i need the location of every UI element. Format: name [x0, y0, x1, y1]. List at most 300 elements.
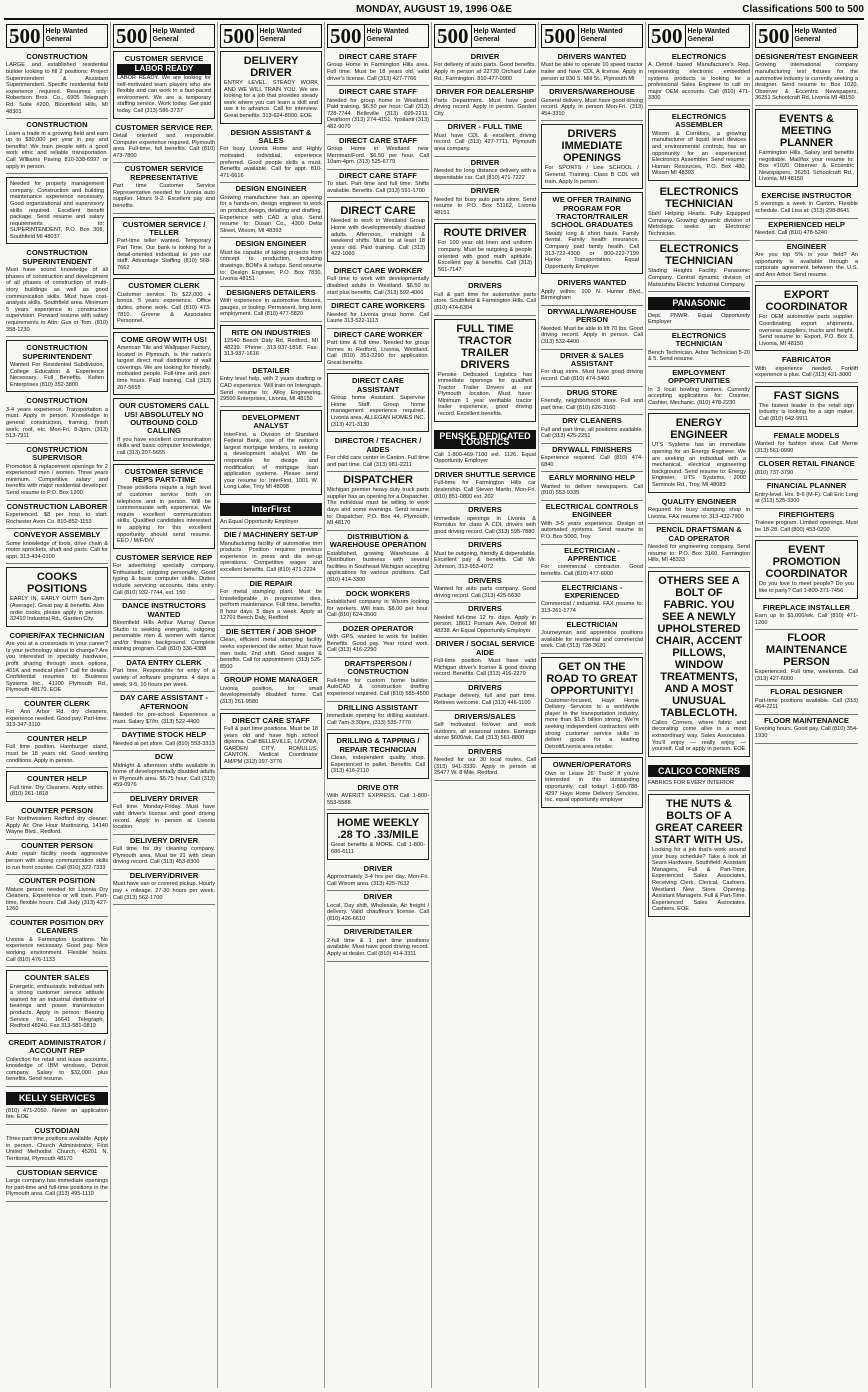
ad-title: DRIVER — [470, 52, 500, 61]
ad-body: Must be able to operate 10 speed tractor trailer and have CDL A license. Apply in person at 930 S. Mill St., Plymouth MI — [541, 62, 643, 82]
ad-title: CUSTODIAN — [34, 1125, 80, 1135]
classified-ad — [327, 863, 429, 892]
classified-ad — [113, 552, 215, 600]
ad-title: CONSTRUCTION SUPERINTENDENT — [22, 343, 92, 361]
classified-ad — [755, 386, 858, 427]
ad-title: CUSTOMER SERVICE REPRESENTATIVE — [124, 164, 204, 182]
ad-body: Apply within: 100 N. Hunter Blvd., Birmingham — [541, 288, 643, 302]
classified-ad — [6, 444, 108, 501]
classified-ad — [434, 425, 536, 469]
ad-title: DEVELOPMENT ANALYST — [242, 412, 300, 431]
classified-ad — [113, 729, 215, 751]
ad-body: (810) 471-2050. Never an application fee. EOE — [6, 1107, 108, 1121]
classified-ad — [434, 603, 536, 638]
classified-ad — [6, 1037, 108, 1087]
ad-title: COUNTER HELP — [27, 734, 87, 744]
classified-ad — [220, 410, 322, 495]
ad-body: Mature person needed for Livonia Dry Cleaners. Experience or will train. Part-time, flexible hours. Call Judy (313) 427-1260 — [6, 886, 108, 913]
ad-body: For child care center in Canton. Full time and part time. Call (313) 981-2211 — [327, 455, 429, 468]
ad-body: EARLY IN, EARLY OUT!! 5am-2pm (Average). Great pay & benefits. Also order cooks, please apply in person. 32410 Industrial Rd., Garden City. — [10, 596, 104, 623]
section-header — [648, 24, 750, 48]
ad-body: Required for busy stamping shop in Livonia. FAX resume to: 313-432-7900 — [648, 507, 750, 520]
classified-ad — [113, 600, 215, 657]
ad-title: DANCE INSTRUCTORS WANTED — [122, 601, 206, 619]
ad-title: COUNTER PERSON — [21, 841, 93, 851]
classified-ad — [327, 588, 429, 623]
classified-ad — [434, 223, 536, 277]
ad-body: Dept. PNWR. Equal Opportunity Employer — [648, 312, 750, 326]
ad-body: Needed full-time 12 hr. days. Apply in person: 18611 Purnam Ave, Detroit MI 48238. An Equal Opportunity Employer — [434, 614, 536, 634]
classified-ad — [434, 539, 536, 574]
classified-ad — [648, 184, 750, 241]
classified-ad — [220, 365, 322, 407]
ad-body: For advertising specialty company. Enthusiastic, outgoing personality. Good typing & basic computer skills. Duties include servicing accounts, data entry. Call (810) 932-7744, ext. 150 — [113, 563, 215, 596]
ad-body: Full-time position. Must have valid Michigan driver's license & good driving record. Benefits. Call (313) 416-2270 — [434, 658, 536, 678]
classified-column — [753, 22, 860, 1388]
ad-body: Detail oriented and responsible. Computer experience required. Plymouth area. Full-time, full benefits. Call (810) 473-7800 — [113, 132, 215, 159]
ad-title: DRIVER — [470, 186, 500, 196]
classified-ad — [6, 805, 108, 840]
ad-title: DRIVERS — [468, 682, 502, 692]
classified-ad — [541, 501, 643, 545]
ad-title: DELIVERY/DRIVER — [129, 870, 199, 880]
classified-ad — [113, 51, 215, 119]
ad-body: Promotion & replacement openings for 2 experienced men / women. Three years minimum. Competitive salary and benefits with major residential developer. Send resume to P.O. Box 1200. — [6, 463, 108, 496]
ad-title: DRAFTSPERSON / CONSTRUCTION — [344, 658, 412, 677]
classified-ad — [541, 124, 643, 189]
ad-title: FLORAL DESIGNER — [770, 687, 843, 697]
classified-ad — [541, 192, 643, 274]
ad-body: Manufacturing facility of automotive trim products. Position requires previous experience in press and die set-up operations. Competitive wages and excellent benefits. Call (810) 471-2224 — [220, 540, 322, 573]
advertiser-logo: PANASONIC — [648, 297, 750, 310]
ad-body: LABOR READY. We are looking for self-motivated team players who are flexible and can work in a fast-paced environment. We are a temporary staffing service. Work today. Get paid today. Call (313) 586-3737 — [117, 75, 211, 114]
classified-ad — [434, 746, 536, 781]
ad-title: DRILLING ASSISTANT — [337, 702, 419, 712]
ad-title: EXPORT COORDINATOR — [765, 289, 848, 314]
ad-title: ELECTRONICS TECHNICIAN — [659, 185, 739, 210]
ad-body: Calico Corners, where fabric and decorating come alive in a most extraordinary way. Sales Associates. You'll enjoy — really enjoy — yourself. Call or apply in person. EOE — [652, 719, 746, 753]
ad-title: CUSTOMER SERVICE REPS PART-TIME — [124, 466, 204, 485]
ad-title: DESIGNER/TEST ENGINEER — [755, 52, 858, 61]
ad-body: Full and part time, all positions available. Call (313) 425-2251 — [541, 426, 643, 440]
classified-ad — [648, 109, 750, 181]
ad-title: FLOOR MAINTENANCE — [764, 716, 849, 725]
classified-ad — [6, 177, 108, 244]
classified-ad — [220, 238, 322, 286]
classified-ad — [113, 398, 215, 460]
ad-title: DIRECTOR / TEACHER / AIDES — [334, 436, 422, 454]
ad-title: DRIVER — [363, 892, 393, 902]
section-number: 500 — [435, 25, 472, 47]
classified-ad — [755, 458, 858, 480]
ad-body: Established, growing Warehouse & Distribution business with several facilities in Southeast Michigan accepting applications for various positions. Call (810) 414-3300 — [327, 550, 429, 583]
classified-column — [432, 22, 539, 1388]
classified-ad — [648, 413, 750, 492]
ad-body: Group Home in Westland near Merriman/Ford. $6.50 per hour. Call 10am-4pm. (313) 525-6779 — [327, 145, 429, 166]
ad-body: Wanted to deliver newspapers. Call (810) 553-9335 — [541, 483, 643, 497]
ad-title: DIRECT CARE WORKER — [333, 265, 423, 275]
advertiser-logo: PENSKE DEDICATED LOGISTICS — [434, 430, 536, 449]
classified-ad — [220, 325, 322, 362]
section-number: 500 — [221, 25, 258, 47]
classified-ad — [755, 354, 858, 383]
classified-ad — [434, 51, 536, 86]
classified-ad — [755, 686, 858, 715]
ad-title: OTHERS SEE A BOLT OF FABRIC. YOU SEE A NEWLY UPHOLSTERED CHAIR, ACCENT PILLOWS, WINDOW TREATMENTS, AND A MOST UNUSUAL TABLECLOTH. — [655, 574, 743, 719]
classified-ad — [648, 367, 750, 411]
ad-title: DRIVERS — [468, 505, 502, 515]
section-header — [220, 24, 322, 48]
ad-body: Clean, independent quality shop. Experienced in pallet. Benefits. Call (313) 416-2110 — [331, 754, 425, 775]
classified-ad — [541, 277, 643, 306]
ad-body: To start. Part time and full time. Shifts available. Benefits. Call (313) 591-1700 — [327, 181, 429, 194]
section-header — [113, 24, 215, 48]
classified-ad — [327, 658, 429, 702]
ad-title: ELECTRICAL CONTROLS ENGINEER — [545, 501, 639, 520]
classified-ad — [327, 472, 429, 531]
classified-ad — [327, 51, 429, 86]
ad-body: Customer service. To $22,000 + bonus. 5 years experience. Office duties, phone work. Call (810) 473-7810. Greene & Associates Personnel. — [117, 291, 211, 325]
ad-title: ELECTRICIAN — [566, 619, 618, 629]
ad-title: DIRECT CARE STAFF — [339, 170, 417, 180]
classified-ad — [327, 265, 429, 300]
ad-title: DATA ENTRY CLERK — [126, 657, 202, 667]
classified-ad — [6, 630, 108, 698]
classified-ad — [327, 926, 429, 961]
classified-ad — [648, 241, 750, 292]
classified-ad — [755, 241, 858, 283]
classified-column — [111, 22, 218, 1388]
ad-body: Needed for Livonia group home. Call Laurie 313-522-1113 — [327, 311, 429, 325]
ad-body: For Northwestern Redford dry cleaner. Apply At: One Hour Martinizing, 14140 Wayne Blvd., Redford. — [6, 816, 108, 836]
ad-title: DRIVERS/WAREHOUSE — [549, 87, 635, 97]
ad-body: 5 evenings a week in Canton. Flexible schedule. Call Lisa at: (313) 298-8641 — [755, 201, 858, 214]
section-number: 500 — [7, 25, 44, 47]
classified-ad — [6, 875, 108, 917]
ad-body: Part-time positions available. Call (313) 464-2211 — [755, 697, 858, 711]
ad-title: DRIVERS WANTED — [557, 278, 627, 288]
ad-title: DIRECT CARE ASSISTANT — [352, 376, 404, 394]
classified-ad — [541, 657, 643, 755]
ad-body: Own or Lease 26' Truck! If you're interested in this outstanding opportunity, call today! 1-800-788-4297 Hays Home Delivery Services, Inc. equal opportunity employer — [545, 770, 639, 804]
classified-ad — [434, 86, 536, 121]
ad-title: DIE / MACHINERY SET-UP — [223, 530, 319, 540]
classified-ad — [6, 771, 108, 802]
ad-body: For commercial contractor. Good benefits. Call (810) 477-6000 — [541, 564, 643, 577]
classified-ad — [6, 119, 108, 174]
ad-title: DELIVERY DRIVER — [243, 55, 299, 79]
ad-title: CLOSER RETAIL FINANCE — [758, 459, 855, 469]
ad-title: EXPERIENCED HELP — [768, 219, 845, 229]
ad-body: For drug store. Must have good driving record. Call (810) 474-3460 — [541, 369, 643, 382]
classified-ad — [113, 464, 215, 549]
classified-ad — [541, 350, 643, 387]
ad-title: COUNTER POSITION — [19, 876, 95, 886]
ad-body: Experienced. Full time, weekends. Call (313) 427-6000 — [755, 669, 858, 682]
ad-title: EMPLOYMENT OPPORTUNITIES — [667, 367, 731, 386]
ad-body: Bloomfield Hills Arthur Murray Dance Studio is seeking energetic, outgoing personable men & women with dance and/or theatre background. Complete training program. Call (810) 336-4388 — [113, 620, 215, 653]
advertiser-logo: KELLY SERVICES — [6, 1092, 108, 1105]
ad-title: DAY CARE ASSISTANT - AFTERNOON — [120, 693, 208, 711]
ad-body: Evening hours. Good pay. Call (810) 354-1930 — [755, 726, 858, 739]
classified-ad — [541, 444, 643, 473]
ad-title: DRIVERS WANTED — [557, 52, 627, 61]
ad-body: Growing manufacturer has an opening for a hands-on, design engineer to work on product design, detailing and drafting. Experience with CAD a plus. Send resume to: Dusan Co., 4300 Delta Street, Wixom, MI 48393 — [220, 194, 322, 234]
classified-ad — [434, 185, 536, 220]
columns-container — [4, 22, 864, 1388]
ad-title: DRUG STORE — [566, 387, 618, 397]
ad-body: Immediate opening for drilling assistant. Call 7am-3:30pm, (313) 535-7770 — [327, 712, 429, 726]
ad-title: COUNTER HELP — [27, 774, 87, 784]
classified-ad — [6, 733, 108, 768]
ad-body: Self motivated for/over and work outdoors, all seasonal routes. Earnings above $600/wk. Call (313) 561-8800 — [434, 721, 536, 742]
section-label: Help Wanted General — [687, 28, 730, 43]
ad-title: FULL TIME TRACTOR TRAILER DRIVERS — [456, 322, 514, 371]
classified-ad — [327, 170, 429, 199]
ad-title: EXERCISE INSTRUCTOR — [761, 190, 852, 200]
ad-title: DRIVERS — [468, 540, 502, 550]
classified-ad — [755, 51, 858, 106]
classified-ad — [113, 751, 215, 793]
classified-ad — [6, 247, 108, 337]
ad-title: OUR CUSTOMERS CALL US! ABSOLUTELY NO OUTBOUND COLD CALLING — [119, 401, 209, 436]
ad-title: COUNTER PERSON — [21, 805, 93, 815]
ad-title: CONSTRUCTION SUPERVISOR — [26, 444, 88, 463]
ad-body: Must have van or covered pickup. Hourly pay + mileage. 27-30 hours per week. Call (313) 562-1700 — [113, 881, 215, 901]
classified-ad — [113, 692, 215, 729]
section-label: Help Wanted General — [45, 28, 88, 43]
ad-title: DRIVER SHUTTLE SERVICE — [434, 470, 536, 480]
ad-body: Needed for pre-school. Experience a must. Salary $7/hr. (313) 522-4400 — [113, 711, 215, 725]
ad-body: Full-time for custom home builder. AutoCAD & construction drafting experience required. Call (810) 585-4500 — [327, 677, 429, 697]
ad-title: DRIVER — [470, 157, 500, 167]
ad-body: Approximately 3-4 hrs per day. Mon-Fri. Call Wixom area. (313) 425-7632 — [327, 873, 429, 887]
ad-title: DRIVERS IMMEDIATE OPENINGS — [561, 128, 623, 165]
classified-ad — [327, 300, 429, 329]
ad-body: Commercial / industrial. FAX resume to: 313-261-1774 — [541, 601, 643, 614]
ad-title: CONSTRUCTION — [26, 52, 88, 61]
ad-body: Midnight & afternoon shifts available in home of developmentally disabled adults in Plymouth area. $6.75 hour. Call (313) 459-0976 — [113, 762, 215, 789]
ad-body: Stading Heights Facility. Panasonic Company. Central dynamic division of Matsushita Electric Industrial Company. — [648, 268, 750, 288]
classified-column — [325, 22, 432, 1388]
ad-body: Full time. Dry Cleaners. Apply within. (810) 261-1818 — [10, 784, 104, 798]
ad-body: Some knowledge of tools, drive chain & motor sprockets, shaft and parts. Call for appt. 313-434-0100 — [6, 540, 108, 560]
ad-title: THE NUTS & BOLTS OF A GREAT CAREER START WITH US. — [654, 797, 744, 846]
ad-title: DISPATCHER — [343, 474, 413, 487]
ad-body: InterFirst, a Division of Standard Federal Bank, one of the nation's largest mortgage lenders, is seeking a development analyst. Will be responsible for design and modification of mortgage loan application systems. Please send your resume to: InterFirst, 1001 W. Long Lake, Troy MI 48098 — [224, 431, 318, 491]
ad-title: DESIGN ENGINEER — [235, 184, 307, 194]
classified-ad — [6, 840, 108, 875]
ad-body: Clean, efficient metal stamping facility seeks experienced die setter. Must have own tools. 2nd shift. Good wages & benefits. Call for appointment: (313) 525-8500 — [220, 637, 322, 670]
ad-body: Part time. Responsible for entry of a variety of software programs. 4 days a week, 9-5, 10 hours per week. — [113, 668, 215, 688]
ad-body: Auto repair facility needs aggressive person with strong communication skills to run front counter. Call (810) 322-7333 — [6, 851, 108, 871]
ad-title: DRIVER — [363, 863, 393, 873]
ad-body: LARGE and established residential builder looking to fill 2 positions: Project Superintendent & Assistant Superintendent. Specific residential field experience required. Resumes only: Robertson Bros. Co., 6905 Telegraph Rd. Suite #200, Bloomfield Hills, MI 48301 — [6, 62, 108, 115]
ad-body: Do you love to meet people? Do you like to party? Call 1-800-371-7456 — [759, 581, 854, 595]
ad-body: 3-4 years experience. Transportation a must. Apply in person. Knowledge in general construction, framing, finish work, roof, etc. Mon-Fri, 8-3pm. (313) 513-7911 — [6, 406, 108, 440]
ad-title: DOCK WORKERS — [345, 588, 411, 598]
ad-banner: LABOR READY — [117, 64, 211, 75]
section-label: Help Wanted General — [152, 28, 195, 43]
classified-ad — [6, 970, 108, 1034]
ad-body: These positions require a high level of customer service both on telephone and in person. Will be commensurate with experience. We require excellent communication skills. Qualified candidates interested in applying for this excellent opportunity should send resume. EEO / M/F/D/V — [117, 485, 211, 545]
ad-title: CREDIT ADMINISTRATOR / ACCOUNT REP — [8, 1037, 106, 1056]
classified-ad — [434, 280, 536, 315]
ad-title: COUNTER CLERK — [24, 698, 90, 708]
ad-body: Penske Dedicated Logistics has immediate openings for qualified Tractor Trailer Drivers at our Plymouth location. Must have: Minimum 1 year verifiable tractor trailer experience, good driving record. Excellent benefits. — [438, 371, 532, 418]
classified-ad — [327, 373, 429, 432]
ad-title: DIRECT CARE WORKERS — [331, 301, 425, 311]
section-label: Help Wanted General — [473, 28, 516, 43]
ad-title: DRYWALL FINISHERS — [552, 444, 632, 454]
ad-title: EARLY MORNING HELP — [548, 473, 636, 483]
classified-ad — [113, 278, 215, 328]
classified-ad — [6, 567, 108, 626]
ad-title: COUNTER SALES — [24, 973, 90, 983]
ad-body: An Equal Opportunity Employer — [220, 518, 299, 525]
classified-ad — [755, 285, 858, 351]
ad-title: DRIVERS — [468, 281, 502, 291]
classified-ad — [755, 480, 858, 509]
ad-body: Trainee program. Limited openings. Must be 18-28. Call (800) 453-0200 — [755, 520, 858, 533]
classified-ad — [541, 306, 643, 350]
ad-body: Package delivery, full and part time. Retirees welcome. Call (313) 446-1100 — [434, 693, 536, 706]
classified-ad — [113, 835, 215, 870]
ad-body: FABRICS FOR EVERY INTERIOR — [648, 780, 734, 787]
ad-body: Friendly, neighborhood store. Full and part time. Call (810) 626-3160 — [541, 397, 643, 411]
ad-body: A Detroit based Manufacturer's Rep, representing electronic embedded systems products is looking for a professional Sales Engineer to call on major OEM accounts. Call (810) 471-3300 — [648, 62, 750, 102]
classified-column — [646, 22, 753, 1388]
classified-ad — [220, 529, 322, 577]
ad-title: DRY CLEANERS — [562, 416, 622, 426]
classified-ad — [6, 917, 108, 967]
ad-title: CUSTOMER SERVICE REP — [115, 552, 213, 562]
classified-ad — [6, 1125, 108, 1167]
classified-column — [4, 22, 111, 1388]
ad-body: Parts Department. Must have good driving record. Apply in person, Garden City. — [434, 97, 536, 117]
ad-title: ENERGY ENGINEER — [670, 417, 728, 442]
ad-body: Journeyman and apprentice positions available for residential and commercial work. Call (313) 728-3620 — [541, 629, 643, 650]
ad-body: Needed. Must be able to lift 70 lbs. Good driving record. Apply in person. Call (313) 532-4400 — [541, 325, 643, 345]
ad-body: Farmington Hills. Salary and benefits negotiable. Mail/fax your resume to: Box #1020 Observer & Eccentric Newspapers, 36251 Schoolcraft Rd., Livonia, MI 48150 — [759, 149, 854, 183]
ad-title: CONVEYOR ASSEMBLY — [13, 530, 101, 540]
classified-ad — [327, 623, 429, 658]
ad-title: DESIGN ASSISTANT & SALES — [230, 127, 312, 145]
ad-title: FIREFIGHTERS — [778, 509, 835, 519]
ad-body: In 3 local bowling centers. Currently accepting applications for: Counter, Cashier, Mechanic. (810) 478-2230 — [648, 386, 750, 406]
classified-ad — [113, 122, 215, 164]
classified-ad — [113, 870, 215, 905]
ad-title: FABRICATOR — [781, 355, 832, 365]
classified-ad — [327, 891, 429, 926]
ad-body: For busy Livonia Home and Highly motivated individual, experience preferred. Good people skills a must. Benefits available. Call for appt. 810-471-6616 — [220, 146, 322, 179]
ad-body: Full time, for dry cleaning company. Plymouth area. Must be 21 with clean driving record. Call (313) 453-8300 — [113, 846, 215, 866]
classified-column — [539, 22, 646, 1388]
ad-body: Needed for property management company. Construction and building maintenance experience necessary. Good organizational and supervisory skills required. Excellent benefit package. Send resume and salary requirements to: SUPERINTENDENT, P.O. Box 308, Southfield MI 48037 — [10, 181, 104, 240]
ad-title: ELECTRONICS — [671, 52, 727, 61]
section-number: 500 — [328, 25, 365, 47]
ad-title: CONSTRUCTION — [26, 396, 88, 406]
masthead-date: MONDAY, AUGUST 19, 1996 O&E — [356, 4, 512, 15]
ad-title: ELECTRONICS TECHNICIAN — [659, 243, 739, 268]
ad-title: CUSTOMER SERVICE / TELLER — [122, 219, 206, 237]
ad-body: Growing international company manufacturing test fixtures for the automotive industry is currently seeking a designer. Send resume to: Box 1020, Observer & Eccentric Newspapers, 36251 Schoolcraft Rd, Livonia MI 48150 — [755, 62, 858, 102]
ad-body: Immediate openings in Livonia & Romulus for class A CDL drivers with good driving record. Call (313) 595-7880 — [434, 515, 536, 535]
ad-body: ENTRY LEVEL. STEADY WORK AND WE WILL TRAIN YOU. We are looking for a job that provides steady work where you can learn a skill and use it to advance. Call for interview. Great benefits. 313-624-8000. EOE — [224, 80, 318, 119]
classified-ad — [434, 504, 536, 539]
ad-body: 12540 Beech Daly Rd, Redford, MI 48239. Phone: 313-937-1818. Fax: 313-937-1616 — [224, 338, 318, 358]
ad-title: FEMALE MODELS — [773, 430, 840, 440]
ad-body: Part time & full time. Needed for group homes in Redford, Livonia, Westland. Call (810) 353-2290 for application. Great benefits. — [327, 340, 429, 366]
classified-ad — [6, 529, 108, 564]
classified-ad — [755, 430, 858, 459]
classified-ad — [648, 51, 750, 106]
classified-ad — [6, 1087, 108, 1125]
classified-ad — [541, 387, 643, 416]
classified-ad — [541, 86, 643, 121]
ad-body: With experience needed. Forklift experience a plus. Call (313) 421-3000 — [755, 365, 858, 379]
ad-body: With AVERITT EXPRESS. Call 1-800-553-5588 — [327, 793, 429, 806]
ad-title: HOME WEEKLY .28 TO .33/MILE — [336, 817, 420, 842]
masthead-section: Classifications 500 to 500 — [742, 4, 864, 15]
ad-body: Local, Day shift, Wholesale, Air freight / delivery. Valid chauffeur's license. Call (810) 426-6610 — [327, 902, 429, 922]
classified-ad — [648, 760, 750, 791]
classified-ad — [327, 201, 429, 262]
classified-ad — [541, 545, 643, 582]
section-header — [6, 24, 108, 48]
ad-title: ELECTRONICS ASSEMBLER — [671, 111, 727, 130]
classified-ad — [648, 524, 750, 568]
classified-ad — [755, 190, 858, 219]
classified-ad — [6, 51, 108, 119]
ad-body: 2-full time & 1 part time positions available. Must have good driving record. Apply at dealer. Call (810) 414-3311 — [327, 937, 429, 957]
ad-title: DRIVER / SOCIAL SERVICE AIDE — [435, 639, 535, 657]
classified-ad — [755, 219, 858, 241]
ad-body: Wanted For Residential Subdivision, College Education & Experience Necessary. Full Benefits. Kelten Enterprises (810) 352-3800 — [10, 362, 104, 388]
section-number: 500 — [756, 25, 793, 47]
ad-body: Needed for group home in Westland. Paid training. $6.50 per hour. Call (313) 728-7744 Belleville (313) 699-2211. Dearborn (313) 274-4151. Ypsilanti (313) 482-9070 — [327, 97, 429, 130]
ad-body: Experienced. $8 per hour to start. Rochester Avon Co. 810-852-1153 — [6, 511, 108, 525]
ad-title: OWNER/OPERATORS — [552, 760, 632, 770]
classified-ad — [327, 813, 429, 859]
classified-ad — [113, 657, 215, 692]
classified-ad — [6, 501, 108, 530]
classified-ad — [648, 794, 750, 917]
ad-title: DRIVERS — [468, 604, 502, 614]
section-header — [327, 24, 429, 48]
ad-title: DRILLING & TAPPING / REPAIR TECHNICIAN — [336, 736, 420, 754]
ad-body: For SPORTS / Line SCHOOL / General. Training. Class B CDL will train. Apply in person. — [545, 165, 639, 185]
ad-body: For delivery of auto parts. Good benefits. Apply in person at 22730 Orchard Lake Rd., Farmington. 810-477-0900 — [434, 62, 536, 82]
ad-title: DIRECT CARE STAFF — [339, 87, 417, 97]
ad-title: COOKS POSITIONS — [27, 571, 87, 596]
section-label: Help Wanted General — [580, 28, 623, 43]
ad-title: FAST SIGNS — [773, 389, 840, 402]
ad-title: DAYTIME STOCK HELP — [121, 730, 207, 740]
ad-body: For metal stamping plant. Must be knowledgeable in progressive dies, perform maintenance. Full time, benefits. 8 hour days, 5 days a week. Apply at 12701 Beech Daly, Redford — [220, 588, 322, 622]
ad-body: Full & part time positions. Must be 18 years old and have high school diploma. Call BELLEVILLE, LIVONIA, GARDEN CITY, ROMULUS, CANTON. Medical Coordinator AM/PM (313) 397-3776 — [224, 725, 318, 765]
ad-title: DOZER OPERATOR — [342, 623, 414, 633]
ad-body: Wanted for fashion show. Call Merrie (313) 561-0990 — [755, 441, 858, 454]
ad-body: If you have excellent communication skills and basic computer knowledge, call (313) 207-5655 — [117, 436, 211, 457]
classified-ad — [220, 626, 322, 674]
section-label: Help Wanted General — [366, 28, 409, 43]
classified-ad — [327, 329, 429, 371]
classified-ad — [113, 332, 215, 396]
ad-body: (810) 737-3790 — [755, 469, 794, 476]
ad-title: CUSTODIAN SERVICE — [16, 1167, 98, 1177]
ad-body: Are you at a crossroads in your career? Is your technology about to change? Are you interested in specialty hardware, profit sharing through stock options, 401K and medical plan? Call for details. Confidential resumes to: Business Systems Inc., 41100 Plymouth Rd., Plymouth 48170. EOE — [6, 641, 108, 694]
